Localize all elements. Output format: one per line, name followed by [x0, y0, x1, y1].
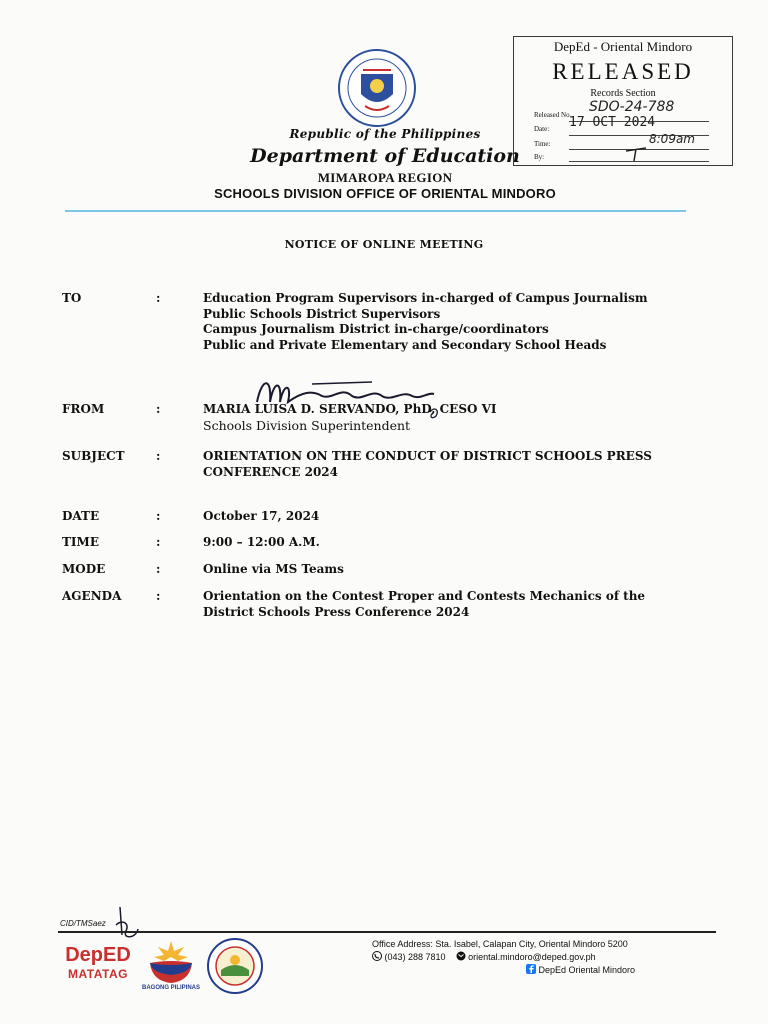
stamp-released-no: SDO-24-788 [589, 99, 675, 115]
notice-title: NOTICE OF ONLINE MEETING [284, 238, 484, 251]
time-colon: : [156, 535, 161, 549]
to-recipients [203, 291, 648, 353]
matatag-wordmark: MATATAG [68, 967, 128, 981]
bagong-pilipinas-text: BAGONG PILIPINAS [141, 985, 200, 991]
mode-label: MODE [62, 562, 106, 576]
footer-divider [58, 931, 716, 933]
deped-wordmark: DepED [65, 944, 131, 966]
bagong-pilipinas-logo [140, 937, 202, 995]
stamp-time-label: Time: [534, 140, 551, 148]
email-icon [456, 951, 466, 965]
subject-colon: : [156, 449, 161, 463]
stamp-office: DepEd - Oriental Mindoro [553, 39, 693, 54]
recipient-line: Education Program Supervisors in-charged of Campus Journalism [203, 291, 648, 305]
stamp-initial-mark [624, 145, 652, 163]
contact-row [372, 951, 635, 965]
recipient-line: Campus Journalism District in-charge/coordinators [203, 322, 549, 336]
from-label: FROM [62, 402, 105, 416]
agenda-line: Orientation on the Contest Proper and Contests Mechanics of the [203, 589, 646, 603]
stamp-date-label: Date: [534, 125, 550, 133]
agenda-text [203, 589, 645, 620]
date-label: DATE [62, 509, 100, 523]
office-email: oriental.mindoro@deped.gov.ph [468, 951, 596, 962]
facebook-icon [526, 964, 536, 978]
office-facebook: DepEd Oriental Mindoro [538, 965, 636, 976]
office-phone: (043) 288 7810 [384, 951, 446, 962]
office-contact-block [372, 938, 635, 978]
date-value: October 17, 2024 [203, 509, 320, 523]
cid-reference: CID/TMSaez [60, 919, 106, 928]
deped-matatag-logo [58, 944, 138, 992]
stamp-released-label: Released No. [534, 111, 572, 119]
from-colon: : [156, 402, 161, 416]
time-label: TIME [62, 535, 99, 549]
division-heading: SCHOOLS DIVISION OFFICE OF ORIENTAL MINDORO [214, 186, 556, 201]
region-heading: MIMAROPA REGION [317, 170, 453, 185]
released-stamp [513, 36, 733, 166]
sdo-oriental-mindoro-seal [207, 938, 263, 994]
mode-colon: : [156, 562, 161, 576]
recipient-line: Public and Private Elementary and Secondary School Heads [203, 337, 607, 352]
agenda-label: AGENDA [62, 589, 122, 603]
phone-icon [372, 951, 382, 965]
stamp-by-label: By: [534, 153, 545, 161]
subject-text [203, 449, 652, 480]
subject-line: CONFERENCE 2024 [203, 464, 338, 479]
to-label: TO [62, 291, 82, 305]
stamp-status: RELEASED [552, 59, 694, 84]
mode-value: Online via MS Teams [203, 562, 344, 576]
department-heading: Department of Education [250, 145, 520, 167]
stamp-date: 17 OCT 2024 [569, 115, 656, 130]
stamp-time: 8:09am [649, 132, 695, 146]
bagong-pilipinas-emblem [140, 937, 202, 985]
stamp-section: Records Section [590, 88, 656, 99]
to-colon: : [156, 291, 161, 305]
recipient-line: Public Schools District Supervisors [203, 306, 441, 321]
header-divider [65, 210, 686, 212]
agenda-colon: : [156, 589, 161, 603]
deped-seal-logo [337, 48, 417, 128]
handwritten-initials [112, 905, 142, 941]
date-colon: : [156, 509, 161, 523]
office-address: Office Address: Sta. Isabel, Calapan City, Oriental Mindoro 5200 [372, 939, 628, 949]
facebook-row [372, 964, 635, 978]
from-title: Schools Division Superintendent [203, 418, 411, 433]
agenda-line: District Schools Press Conference 2024 [203, 604, 470, 619]
subject-line: ORIENTATION ON THE CONDUCT OF DISTRICT SCHOOLS PRESS [203, 449, 652, 463]
time-value: 9:00 – 12:00 A.M. [203, 535, 320, 549]
from-name: MARIA LUISA D. SERVANDO, PhD, CESO VI [203, 402, 497, 416]
republic-heading: Republic of the Philippines [289, 127, 481, 141]
subject-label: SUBJECT [62, 449, 125, 463]
